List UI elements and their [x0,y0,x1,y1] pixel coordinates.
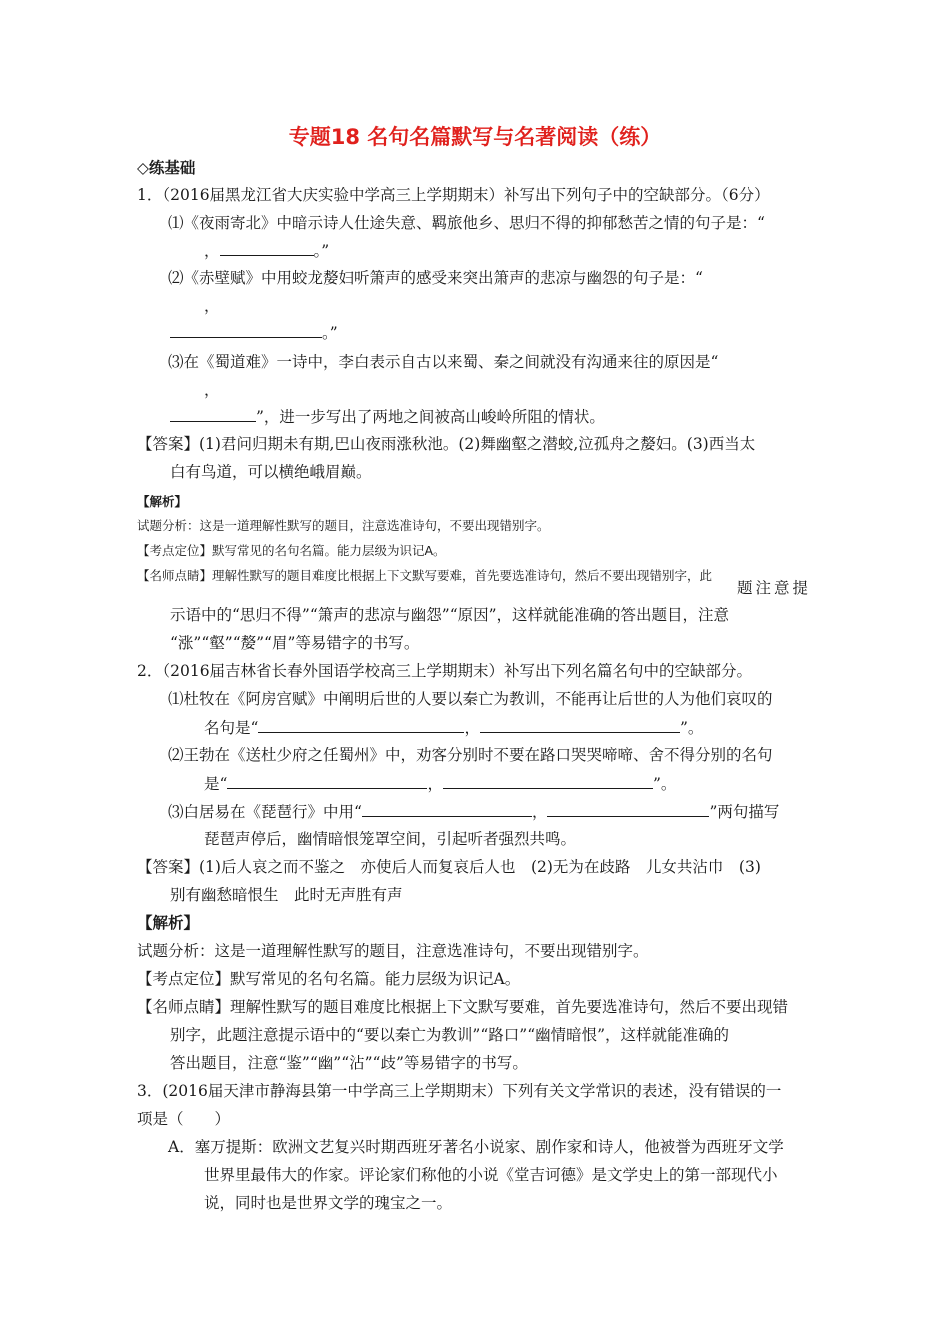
q1-sub2-answer-line: 。” [170,322,338,343]
q1-analysis: 试题分析：这是一道理解性默写的题目，注意选准诗句，不要出现错别字。 [137,518,550,533]
q2-answer: 【答案】(1)后人哀之而不鉴之 亦使后人而复哀后人也 (2)无为在歧路 儿女共沾巾 (3) [137,858,761,876]
q1-sub3-prompt: ⑶在《蜀道难》一诗中，李白表示自古以来蜀、秦之间就没有沟通来往的原因是“ [168,353,719,371]
q1-sub2-prompt: ⑵《赤壁赋》中用蛟龙嫠妇听箫声的感受来突出箫声的悲凉与幽怨的句子是：“ [168,269,703,287]
q2-sub3-blank-1[interactable] [362,801,532,817]
q1-sub1-answer-line: ， 。” [204,242,330,260]
q2-sub3-cont: 琵琶声停后，幽情暗恨笼罩空间，引起听者强烈共鸣。 [204,830,577,848]
q1-sub2-blank[interactable] [170,322,322,338]
q2-sub1-blank-2[interactable] [480,717,680,733]
q1-sub2-comma: ， [204,297,220,315]
q2-sub2-blank-2[interactable] [443,773,653,789]
q2-sub1-prompt: ⑴杜牧在《阿房宫赋》中阐明后世的人要以秦亡为教训，不能再让后世的人为他们哀叹的 [168,690,773,708]
q1-analysis-label: 【解析】 [137,494,188,509]
q2-mingshi-cont2: 答出题目，注意“鉴”“幽”“沾”“歧”等易错字的书写。 [170,1054,528,1072]
q2-answer-cont: 别有幽愁暗恨生 此时无声胜有声 [170,886,403,904]
q1-mingshi: 【名师点睛】理解性默写的题目难度比根据上下文默写要难，首先要选准诗句，然后不要出现错别字，此 [137,568,713,583]
q2-sub3-prompt: ⑶白居易在《琵琶行》中用“ ， ”两句描写 [168,803,780,821]
q1-kaodian: 【考点定位】默写常见的名句名篇。能力层级为识记A。 [137,543,446,558]
q2-sub2-answer-line: 是“ ， ”。 [204,775,677,793]
q2-kaodian: 【考点定位】默写常见的名句名篇。能力层级为识记A。 [137,970,521,988]
q3-option-a-cont1: 世界里最伟大的作家。评论家们称他的小说《堂吉诃德》是文学史上的第一部现代小 [204,1166,778,1184]
q1-sub3-answer-line: ”，进一步写出了两地之间被高山峻岭所阻的情状。 [170,406,605,427]
section-heading: ◇练基础 [137,159,196,177]
q2-sub3-blank-2[interactable] [547,801,709,817]
q1-answer: 【答案】(1)君问归期未有期,巴山夜雨涨秋池。(2)舞幽壑之潜蛟,泣孤舟之嫠妇。(3)西当太 [137,435,756,453]
q2-mingshi-cont1: 别字，此题注意提示语中的“要以秦亡为教训”“路口”“幽情暗恨”，这样就能准确的 [170,1026,730,1044]
q1-sub3-comma: ， [204,381,220,399]
q1-mingshi-tail: 题注意提 [737,579,812,597]
q1-mingshi-cont2: “涨”“壑”“嫠”“眉”等易错字的书写。 [170,634,420,652]
q1-sub1-blank[interactable] [220,240,314,256]
q3-option-a-cont2: 说，同时也是世界文学的瑰宝之一。 [204,1194,453,1212]
q1-stem: 1．（2016届黑龙江省大庆实验中学高三上学期期末）补写出下列句子中的空缺部分。（6分） [137,186,770,204]
q2-sub2-blank-1[interactable] [227,773,427,789]
q1-answer-cont: 白有鸟道，可以横绝峨眉巅。 [170,463,372,481]
q2-analysis-label: 【解析】 [137,914,200,932]
q1-sub1-prompt: ⑴《夜雨寄北》中暗示诗人仕途失意、羁旅他乡、思归不得的抑郁愁苦之情的句子是：“ [168,214,765,232]
q2-analysis: 试题分析：这是一道理解性默写的题目，注意选准诗句，不要出现错别字。 [137,942,649,960]
q3-stem-cont: 项是（ ） [137,1110,231,1128]
q1-sub3-blank[interactable] [170,406,256,422]
q1-mingshi-cont1: 示语中的“思归不得”“箫声的悲凉与幽怨”“原因”，这样就能准确的答出题目，注意 [170,606,730,624]
q2-mingshi: 【名师点睛】理解性默写的题目难度比根据上下文默写要难，首先要选准诗句，然后不要出现错 [137,998,789,1016]
page-title: 专题18 名句名篇默写与名著阅读（练） [288,125,662,149]
q3-stem: 3．(2016届天津市静海县第一中学高三上学期期末）下列有关文学常识的表述，没有错误的一 [137,1082,782,1100]
q2-sub2-prompt: ⑵王勃在《送杜少府之任蜀州》中，劝客分别时不要在路口哭哭啼啼、舍不得分别的名句 [168,746,773,764]
q2-sub1-blank-1[interactable] [258,717,464,733]
q3-option-a: A．塞万提斯：欧洲文艺复兴时期西班牙著名小说家、剧作家和诗人，他被誉为西班牙文学 [168,1138,784,1156]
q2-stem: 2．（2016届吉林省长春外国语学校高三上学期期末）补写出下列名篇名句中的空缺部分。 [137,662,753,680]
q2-sub1-answer-line: 名句是“ ， ”。 [204,719,704,737]
